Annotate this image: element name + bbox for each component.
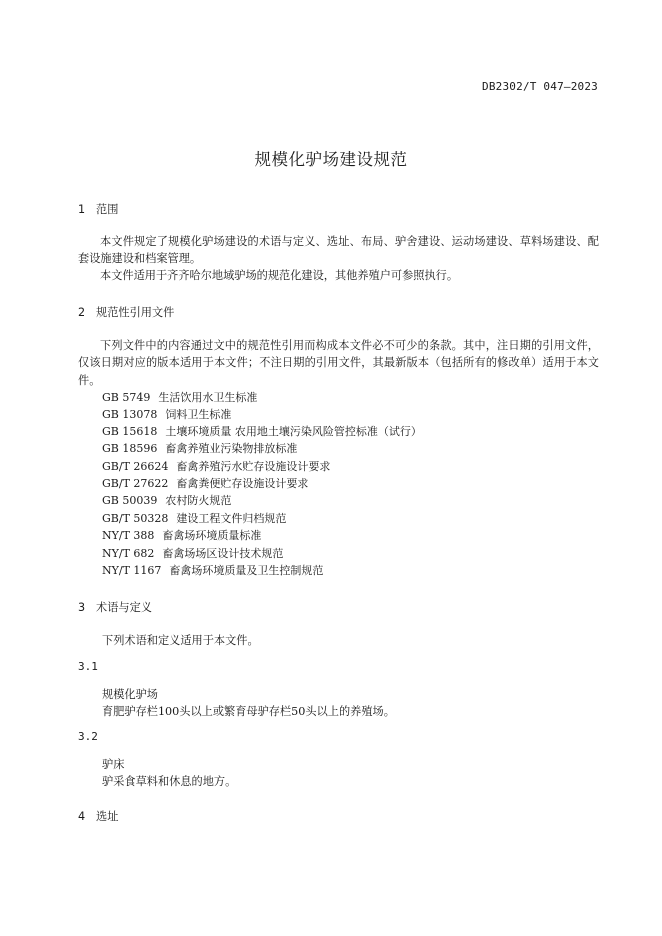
- reference-item: [102, 475, 308, 491]
- reference-code: GB/T 50328: [102, 512, 169, 525]
- reference-code: GB 5749: [102, 391, 151, 404]
- section-number: 4: [78, 810, 86, 823]
- section-1-heading: [78, 201, 118, 217]
- reference-name: 农村防火规范: [165, 494, 232, 507]
- reference-item: [102, 562, 323, 578]
- reference-item: [102, 389, 257, 405]
- section-4-heading: [78, 808, 118, 824]
- document-code: DB2302/T 047—2023: [482, 80, 598, 93]
- reference-name: 畜禽场环境质量标准: [162, 529, 262, 542]
- reference-item: [102, 458, 330, 474]
- reference-code: GB 18596: [102, 442, 158, 455]
- reference-name: 畜禽养殖业污染物排放标准: [165, 442, 298, 455]
- section-title: 规范性引用文件: [96, 306, 175, 319]
- reference-item: [102, 440, 297, 456]
- reference-code: NY/T 682: [102, 547, 155, 560]
- reference-code: GB 15618: [102, 425, 158, 438]
- reference-name: 土壤环境质量 农用地土壤污染风险管控标准（试行）: [165, 425, 422, 438]
- term-name: 驴床: [102, 758, 125, 771]
- reference-item: [102, 492, 231, 508]
- reference-item: [102, 527, 261, 543]
- section-3-heading: [78, 599, 152, 615]
- section-title: 选址: [96, 810, 119, 823]
- section-2-heading: [78, 304, 174, 320]
- section-2-intro: 下列文件中的内容通过文中的规范性引用而构成本文件必不可少的条款。其中，注日期的引用文件，仅该日期对应的版本适用于本文件；不注日期的引用文件，其最新版本（包括所有的修改单）适用于本文件。: [78, 339, 599, 387]
- term-number: 3.1: [78, 660, 98, 673]
- reference-item: [102, 510, 286, 526]
- term-number: 3.2: [78, 730, 98, 743]
- reference-name: 饲料卫生标准: [165, 408, 232, 421]
- section-1-paragraph-1: 本文件规定了规模化驴场建设的术语与定义、选址、布局、驴舍建设、运动场建设、草料场建设、配套设施建设和档案管理。: [78, 235, 599, 266]
- section-3-intro: 下列术语和定义适用于本文件。: [102, 634, 259, 647]
- reference-name: 畜禽粪便贮存设施设计要求: [176, 477, 309, 490]
- section-1-paragraph-2: 本文件适用于齐齐哈尔地域驴场的规范化建设，其他养殖户可参照执行。: [100, 269, 459, 282]
- reference-code: NY/T 1167: [102, 564, 162, 577]
- section-title: 范围: [96, 203, 119, 216]
- document-title: 规模化驴场建设规范: [254, 150, 408, 169]
- term-name: 规模化驴场: [102, 688, 158, 701]
- reference-item: [102, 545, 283, 561]
- reference-name: 建设工程文件归档规范: [176, 512, 287, 525]
- reference-code: GB 13078: [102, 408, 158, 421]
- reference-name: 畜禽场环境质量及卫生控制规范: [169, 564, 324, 577]
- reference-code: GB/T 26624: [102, 460, 169, 473]
- term-definition: 育肥驴存栏100头以上或繁育母驴存栏50头以上的养殖场。: [102, 705, 395, 718]
- reference-name: 生活饮用水卫生标准: [158, 391, 258, 404]
- reference-name: 畜禽场场区设计技术规范: [162, 547, 284, 560]
- section-number: 1: [78, 203, 86, 216]
- section-title: 术语与定义: [96, 601, 152, 614]
- reference-item: [102, 423, 422, 439]
- section-number: 2: [78, 306, 86, 319]
- reference-code: GB 50039: [102, 494, 158, 507]
- reference-name: 畜禽养殖污水贮存设施设计要求: [176, 460, 331, 473]
- term-definition: 驴采食草料和休息的地方。: [102, 775, 237, 788]
- reference-item: [102, 406, 231, 422]
- section-number: 3: [78, 601, 86, 614]
- reference-code: NY/T 388: [102, 529, 155, 542]
- reference-code: GB/T 27622: [102, 477, 169, 490]
